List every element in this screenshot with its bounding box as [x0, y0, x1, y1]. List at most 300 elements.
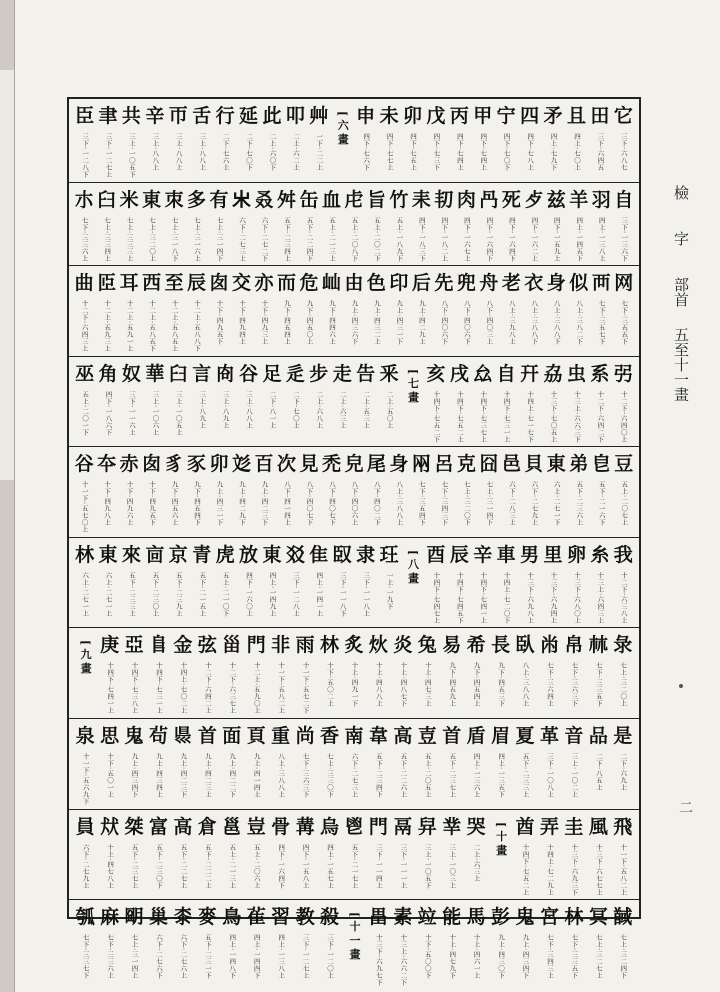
radical-entry	[317, 816, 341, 896]
radical-character: 倉	[197, 815, 217, 838]
stroke-count-label: [十畫	[494, 821, 508, 858]
radical-page-reference: 二上·五三上	[362, 390, 371, 429]
stroke-count-label: [七畫	[406, 368, 420, 405]
radical-page-reference: 六下·二七九上	[81, 843, 90, 889]
radical-page-reference: 五上·一八九下	[395, 216, 404, 262]
radical-character: 易	[442, 634, 462, 657]
radical-entry	[146, 816, 170, 896]
radical-entry	[171, 725, 195, 805]
radical-character: 高	[393, 725, 413, 748]
radical-entry	[284, 105, 307, 178]
radical-entry	[230, 272, 252, 352]
radical-entry	[440, 634, 464, 714]
radical-character: 兹	[546, 188, 566, 211]
radical-page-reference: 七上·三三〇下	[326, 753, 335, 798]
radical-entry	[244, 634, 268, 714]
radical-page-reference: 十三上·六六二下	[399, 934, 408, 986]
radical-character: 叒	[254, 188, 274, 211]
radical-page-reference: 九下·四五三下	[497, 662, 506, 708]
radical-character: 素	[393, 906, 413, 929]
radical-page-reference: 七上·三一四下	[485, 481, 494, 526]
radical-entry	[455, 189, 477, 262]
radical-entry	[455, 272, 477, 352]
radical-entry	[410, 272, 432, 352]
radical-page-reference: 七上·三一六上	[193, 216, 202, 262]
radical-character: 桀	[124, 815, 144, 838]
radical-character: 弟	[569, 453, 589, 476]
radical-entry	[494, 105, 517, 178]
radical-character: 丵	[442, 815, 462, 838]
radical-page-reference: 四上·一三五下	[497, 753, 506, 798]
radical-character: 邑	[501, 453, 521, 476]
radical-page-reference: 十四下·七三一上	[502, 390, 511, 443]
radical-character: 自	[496, 362, 516, 385]
radical-entry	[73, 272, 95, 352]
radical-entry	[97, 725, 121, 805]
radical-page-reference: 四上·一四八下	[228, 934, 237, 979]
radical-character: 歺	[524, 188, 544, 211]
radical-page-reference: 十二上·五九〇上	[252, 662, 261, 715]
radical-entry	[478, 453, 500, 533]
radical-entry	[244, 816, 268, 896]
radical-page-reference: 三下·一二七上	[301, 934, 310, 979]
radical-page-reference: 四上·一五七上	[326, 843, 335, 889]
radical-page-reference: 四上·一三八上	[277, 934, 286, 979]
radical-entry	[537, 816, 561, 896]
radical-entry	[588, 544, 611, 624]
radical-page-reference: 一上·一九下	[385, 571, 394, 610]
radical-page-reference: 八下·四〇三上	[485, 300, 494, 345]
radical-page-reference: 四下·一六二上	[530, 216, 539, 262]
radical-character: 色	[366, 272, 386, 295]
radical-character: 哭	[466, 815, 486, 838]
radical-entry	[190, 544, 213, 624]
radical-character: 東	[262, 543, 282, 566]
radical-entry	[190, 105, 213, 178]
radical-page-reference: 五下·二二六上	[399, 753, 408, 798]
radical-character: 田	[590, 105, 610, 127]
radical-page-reference: 十三下·六九三下	[570, 843, 579, 896]
radical-character: 谷	[74, 453, 94, 476]
radical-page-reference: 十三上·六六三下	[572, 390, 581, 443]
radical-character: 延	[239, 105, 259, 127]
radical-page-reference: 五下·二一六下	[597, 481, 606, 526]
radical-page-reference: 九上·四二三上	[203, 753, 212, 798]
radical-character: 印	[389, 272, 409, 295]
radical-character: 虫	[566, 362, 586, 385]
radical-page-reference: 八上·三八八上	[395, 481, 404, 526]
radical-page-reference: 五上·二〇六上	[252, 843, 261, 889]
radical-character: 四	[520, 105, 540, 127]
radical-entry	[253, 272, 275, 352]
radical-entry	[611, 816, 635, 896]
radical-page-reference: 十上·四七三上	[423, 662, 432, 708]
radical-entry	[140, 272, 162, 352]
radical-character: 𣎵	[232, 188, 252, 211]
radical-page-reference: 十一下·五七〇上	[80, 481, 89, 533]
radical-entry	[388, 189, 410, 262]
radical-character: 冥	[588, 906, 608, 929]
radical-character: 韋	[368, 725, 388, 748]
radical-character: 戌	[449, 362, 469, 385]
radical-entry	[237, 544, 260, 624]
radical-page-reference: 五下·二三四下	[374, 753, 383, 798]
radical-page-reference: 五上·二一〇下	[221, 571, 230, 617]
radical-entry	[230, 453, 252, 533]
radical-character: 品	[588, 725, 608, 748]
radical-entry	[562, 725, 586, 805]
radical-character: 禿	[321, 453, 341, 476]
radical-entry	[73, 105, 96, 178]
radical-character: 鬲	[393, 815, 413, 838]
radical-character: 且	[566, 105, 586, 127]
radical-entry	[190, 363, 213, 443]
radical-page-reference: 二上·五〇上	[385, 390, 394, 429]
radical-character: 香	[320, 725, 340, 748]
radical-page-reference: 八下·四〇七下	[327, 481, 336, 526]
radical-page-reference: 四下·一五八上	[301, 843, 310, 889]
radical-character: 臤	[332, 543, 352, 566]
radical-entry	[568, 453, 590, 533]
radical-character: 言	[192, 362, 212, 385]
index-band	[69, 538, 639, 629]
radical-entry	[95, 272, 117, 352]
radical-character: 舟	[479, 272, 499, 295]
radical-entry	[440, 725, 464, 805]
radical-character: 豸	[164, 453, 184, 476]
radical-entry	[342, 725, 366, 805]
radical-entry	[424, 105, 447, 178]
radical-page-reference: 四下·一五九上	[552, 216, 561, 262]
index-band	[69, 357, 639, 448]
radical-character: 甲	[473, 105, 493, 127]
radical-page-reference: 三下·一三六下	[620, 216, 629, 262]
radical-character: 走	[332, 362, 352, 385]
radical-entry	[268, 634, 292, 714]
radical-entry	[415, 634, 439, 714]
radical-page-reference: 十四下·七四一上	[479, 571, 488, 624]
radical-entry	[284, 363, 307, 443]
index-band	[69, 900, 639, 990]
radical-index-table	[67, 97, 641, 986]
radical-entry	[494, 544, 517, 624]
radical-page-reference: 四下·七五上	[408, 133, 417, 171]
radical-character: 圭	[564, 815, 584, 838]
radical-page-reference: 十三下·六九四上	[549, 571, 558, 624]
radical-entry	[388, 272, 410, 352]
radical-character: 鳥	[222, 906, 242, 929]
radical-entry	[613, 272, 635, 352]
radical-page-reference: 七上·三二四下	[619, 934, 628, 979]
radical-entry	[96, 544, 119, 624]
radical-entry	[415, 816, 439, 896]
radical-page-reference: 三下·一一八上	[362, 571, 371, 617]
radical-entry	[96, 363, 119, 443]
radical-page-reference: 七上·三二〇下	[462, 481, 471, 526]
radical-character: 門	[368, 815, 388, 838]
radical-page-reference: 五下·二一五上	[198, 571, 207, 617]
radical-character: 虎	[215, 543, 235, 566]
radical-page-reference: 三上·八九上	[198, 390, 207, 429]
radical-character: 艸	[309, 105, 329, 127]
radical-entry	[73, 906, 97, 986]
radical-character: 㹜	[100, 815, 120, 838]
radical-entry	[401, 105, 424, 178]
radical-entry	[298, 453, 320, 533]
radical-page-reference: 三上·一〇三上	[448, 843, 457, 889]
radical-page-reference: 十四上·七二〇下	[502, 571, 511, 624]
radical-page-reference: 九下·四五四上	[282, 300, 291, 345]
radical-character: 耒	[411, 188, 431, 211]
radical-entry	[424, 544, 447, 624]
radical-character: 丙	[449, 105, 469, 127]
radical-entry	[213, 363, 236, 443]
radical-entry	[565, 105, 588, 178]
radical-character: 卯	[402, 105, 422, 127]
radical-character: 巫	[75, 362, 95, 385]
radical-page-reference: 八下·四〇七下	[305, 481, 314, 526]
radical-page-reference: 六下·二七三上	[350, 753, 359, 798]
radical-character: 死	[501, 188, 521, 211]
radical-entry	[122, 816, 146, 896]
radical-entry	[410, 453, 432, 533]
radical-character: 赤	[119, 453, 139, 476]
radical-entry	[97, 816, 121, 896]
index-band	[69, 719, 639, 810]
radical-page-reference: 七下·三四三上	[545, 934, 554, 979]
radical-page-reference: 五下·二三〇上	[151, 571, 160, 617]
radical-character: 夏	[515, 725, 535, 748]
radical-character: 厽	[473, 362, 493, 385]
radical-page-reference: 九上·四三一下	[215, 481, 224, 526]
radical-character: 此	[262, 105, 282, 127]
radical-page-reference: 九上·四二二下	[228, 753, 237, 798]
radical-character: 身	[546, 272, 566, 295]
radical-entry	[415, 906, 439, 986]
radical-entry	[565, 544, 588, 624]
radical-page-reference: 十上·四七八上	[106, 843, 115, 889]
radical-page-reference: 四下·七七上	[385, 133, 394, 171]
radical-character: 能	[442, 906, 462, 929]
radical-entry	[433, 189, 455, 262]
radical-entry	[293, 634, 317, 714]
radical-page-reference: 七下·三五七下	[597, 300, 606, 345]
radical-page-reference: 十下·五〇一上	[106, 753, 115, 798]
radical-character: 皃	[344, 453, 364, 476]
radical-page-reference: 十四下·七三七上	[479, 390, 488, 443]
radical-entry	[146, 725, 170, 805]
radical-page-reference: 十二下·六三八上	[619, 571, 628, 624]
radical-entry	[377, 105, 400, 178]
radical-character: 烏	[320, 815, 340, 838]
radical-character: 糸	[590, 543, 610, 566]
radical-character: 思	[100, 725, 120, 748]
radical-character: 首	[197, 725, 217, 748]
radical-entry	[590, 189, 612, 262]
radical-character: 衣	[524, 272, 544, 295]
radical-character: 矛	[543, 105, 563, 127]
radical-entry	[586, 634, 610, 714]
radical-character: 尾	[366, 453, 386, 476]
radical-entry	[195, 725, 219, 805]
radical-page-reference: 十上·四九一下	[350, 662, 359, 708]
radical-character: 聿	[98, 105, 118, 127]
radical-page-reference: 九上·四三二上	[372, 300, 381, 345]
radical-page-reference: 四下·七四上	[479, 133, 488, 171]
radical-character: 行	[215, 105, 235, 127]
radical-page-reference: 四下·一八六下	[104, 390, 113, 436]
radical-character: 面	[222, 725, 242, 748]
header-part-1: 檢	[672, 185, 690, 200]
radical-page-reference: 三上·一〇五下	[423, 843, 432, 889]
radical-character: 豆	[614, 453, 634, 476]
radical-page-reference: 七上·三二七上	[594, 934, 603, 979]
radical-character: 是	[613, 725, 633, 748]
radical-entry	[185, 272, 207, 352]
radical-entry	[366, 634, 390, 714]
radical-entry	[167, 544, 190, 624]
radical-character: 叩	[285, 105, 305, 127]
stroke-count-marker	[331, 105, 354, 178]
radical-character: 革	[539, 725, 559, 748]
radical-character: 弄	[539, 815, 559, 838]
radical-entry	[118, 453, 140, 533]
radical-page-reference: 三上·八九上	[221, 390, 230, 429]
radical-page-reference: 十四下·七四五下	[455, 571, 464, 624]
radical-character: 高	[173, 815, 193, 838]
radical-entry	[537, 725, 561, 805]
radical-page-reference: 九下·四五九上	[448, 662, 457, 708]
radical-entry	[307, 363, 330, 443]
radical-entry	[488, 634, 512, 714]
radical-entry	[366, 906, 390, 986]
radical-page-reference: 三下·一一四上	[374, 843, 383, 889]
radical-page-reference: 九上·四二三下	[260, 481, 269, 526]
radical-character: 后	[411, 272, 431, 295]
radical-character: 㸚	[285, 543, 305, 566]
radical-entry	[140, 189, 162, 262]
radical-character: 卵	[566, 543, 586, 566]
radical-entry	[464, 634, 488, 714]
radical-entry	[213, 544, 236, 624]
radical-entry	[523, 453, 545, 533]
radical-character: 林	[75, 543, 95, 566]
radical-page-reference: 三下·一二八下	[81, 133, 90, 178]
radical-character: 瓠	[75, 906, 95, 929]
radical-character: 甾	[222, 634, 242, 657]
radical-page-reference: 六上·二七一上	[81, 571, 90, 617]
radical-page-reference: 五下·二三七上	[130, 843, 139, 889]
radical-page-reference: 十二上·五八八下	[193, 300, 202, 352]
radical-page-reference: 十一下·五八二上	[277, 662, 286, 715]
radical-character: 亦	[254, 272, 274, 295]
radical-character: 𣏟	[588, 634, 608, 657]
radical-entry	[365, 272, 387, 352]
radical-page-reference: 十上·四七九下	[448, 934, 457, 979]
radical-page-reference: 七下·三三七下	[81, 934, 90, 979]
radical-entry	[260, 105, 283, 178]
radical-page-reference: 四下·七八上	[526, 133, 535, 171]
radical-page-reference: 十三下·六九八上	[526, 571, 535, 624]
radical-character: 皀	[591, 453, 611, 476]
stroke-count-label: [九畫	[79, 640, 93, 677]
radical-entry	[365, 189, 387, 262]
radical-entry	[244, 906, 268, 986]
radical-entry	[163, 189, 185, 262]
radical-character: 隶	[356, 543, 376, 566]
radical-page-reference: 十上·四八八上	[374, 662, 383, 708]
radical-page-reference: 二下·七〇下	[245, 133, 254, 171]
radical-character: 麥	[197, 906, 217, 929]
radical-entry	[298, 272, 320, 352]
radical-entry	[612, 544, 635, 624]
radical-entry	[213, 105, 236, 178]
radical-entry	[284, 544, 307, 624]
radical-character: 自	[614, 188, 634, 211]
radical-page-reference: 十上·四六一上	[472, 934, 481, 979]
radical-character: 殺	[320, 906, 340, 929]
book-page	[14, 0, 720, 992]
radical-page-reference: 九上·四二九上	[417, 300, 426, 345]
radical-entry	[185, 189, 207, 262]
radical-character: 先	[434, 272, 454, 295]
radical-page-reference: 七上·三一四上	[130, 934, 139, 979]
radical-character: 巢	[148, 906, 168, 929]
radical-character: 旨	[366, 188, 386, 211]
radical-page-reference: 四上·一四四下	[252, 934, 261, 979]
radical-entry	[342, 816, 366, 896]
radical-character: 共	[121, 105, 141, 127]
radical-entry	[171, 816, 195, 896]
radical-character: 東	[98, 543, 118, 566]
radical-page-reference: 十二上·五九三上	[103, 300, 112, 352]
radical-entry	[545, 453, 567, 533]
radical-page-reference: 七下·三六三下	[570, 662, 579, 708]
radical-entry	[122, 906, 146, 986]
radical-entry	[464, 816, 488, 896]
radical-page-reference: 九下·四五四上	[472, 662, 481, 708]
radical-character: 危	[299, 272, 319, 295]
stroke-count-marker	[342, 906, 366, 986]
radical-page-reference: 八上·三八八下	[530, 300, 539, 345]
radical-entry	[545, 189, 567, 262]
radical-page-reference: 十一下·五七二下	[301, 662, 310, 715]
radical-entry	[140, 453, 162, 533]
radical-page-reference: 十下·四九六上	[125, 481, 134, 526]
header-part-4: 五至十一畫	[672, 327, 690, 403]
radical-page-reference: 九下·四四六上	[327, 300, 336, 345]
radical-entry	[448, 105, 471, 178]
radical-character: 炏	[368, 634, 388, 657]
radical-character: 豕	[187, 453, 207, 476]
radical-entry	[208, 189, 230, 262]
radical-character: 告	[356, 362, 376, 385]
radical-character: 玨	[379, 543, 399, 566]
radical-page-reference: 四下·一六四下	[485, 216, 494, 262]
radical-entry	[523, 272, 545, 352]
radical-page-reference: 七下·三三五下	[594, 662, 603, 708]
radical-entry	[354, 544, 377, 624]
radical-character: 帀	[168, 105, 188, 127]
radical-page-reference: 八上·三八八上	[277, 753, 286, 798]
radical-page-reference: 十四下·七五二上	[455, 390, 464, 443]
radical-page-reference: 十四下·七五二上	[521, 843, 530, 896]
radical-character: 富	[148, 815, 168, 838]
radical-entry	[343, 272, 365, 352]
radical-entry	[448, 544, 471, 624]
radical-character: 㐭	[145, 543, 165, 566]
index-band	[69, 183, 639, 267]
